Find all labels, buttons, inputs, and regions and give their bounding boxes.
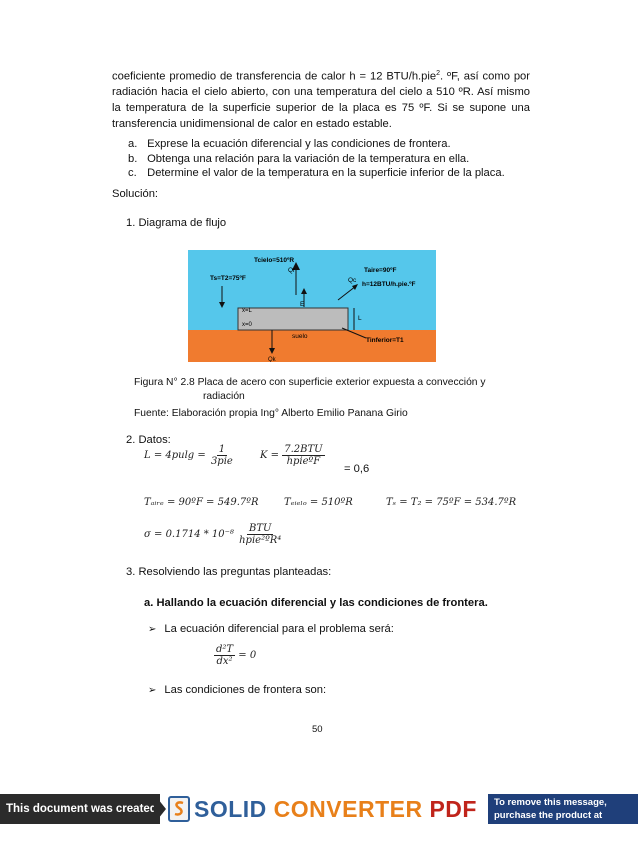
intro-paragraph: coeficiente promedio de transferencia de calor h = 12 BTU/h.pie$^2$. ºF, así como por radiación hacia el cielo abierto, con una temperatura del cielo a 510 ºR. Así mismo la temperatura de la superficie superior de la placa es 75 ºF. Si se supone una transferencia unidimensional de calor en estado estable.: [112, 70, 530, 130]
watermark-banner[interactable]: [0, 790, 638, 845]
qk-label: Qk: [268, 357, 276, 362]
banner-left-text: This document was created using: [0, 794, 160, 824]
banner-brand: SOLID CONVERTER PDF: [194, 796, 477, 822]
t-cielo-label: Tcielo=510ºR: [254, 257, 295, 264]
banner-purchase-message[interactable]: To remove this message, purchase the product at www.SolidDocuments.com: [488, 794, 638, 824]
subheading-a: a. Hallando la ecuación diferencial y las condiciones de frontera.: [144, 597, 488, 609]
banner-chevron: [154, 794, 166, 824]
h-label: h=12BTU/h.pie.ºF: [362, 281, 416, 288]
bullet-boundary: ➢ Las condiciones de frontera son:: [148, 684, 327, 696]
solid-documents-logo-icon: [168, 796, 190, 822]
bullet-differential: ➢ La ecuación diferencial para el problema será:: [148, 623, 394, 635]
arrow-bullet-icon: ➢: [148, 624, 157, 635]
t-inferior-label: Tinferior=T1: [366, 337, 404, 344]
step1-heading: 1. Diagrama de flujo: [126, 217, 227, 229]
x-l-label: x=L: [242, 308, 252, 314]
eq-length: L = 4pulg = $\frac{1}{\text{3pie}}$: [144, 444, 233, 467]
qr-label: Qr: [288, 267, 296, 274]
ground-region: [188, 330, 436, 362]
question-b: b. Obtenga una relación para la variación de la temperatura en ella.: [128, 152, 470, 165]
ts-label: Ts=T2=75ºF: [210, 275, 246, 282]
step2-heading: 2. Datos:: [126, 434, 171, 446]
flow-diagram: [188, 250, 436, 362]
arrow-bullet-icon: ➢: [148, 685, 157, 696]
suelo-label: suelo: [292, 333, 308, 340]
differential-equation: $\frac{\text{d²T}}{\text{dx²}}$ = 0: [216, 644, 257, 667]
e-label: E: [300, 301, 305, 308]
sigma-value: σ = 0.1714 * 10⁻⁸ $\frac{\text{BTU}}{\text{hpie²ºR⁴}}$: [144, 523, 282, 546]
question-a: a. Exprese la ecuación diferencial y las condiciones de frontera.: [128, 138, 451, 150]
solucion-label: Solución:: [112, 188, 159, 200]
x-0-label: x=0: [242, 322, 252, 328]
eq-conductivity: K = $\frac{\text{7.2BTU}}{\text{hpieºF}}$: [260, 444, 323, 467]
step3-heading: 3. Resolviendo las preguntas planteadas:: [126, 566, 332, 578]
question-c: c. Determine el valor de la temperatura en la superficie inferior de la placa.: [128, 167, 505, 179]
questions-list: [128, 137, 505, 181]
l-label: L: [358, 315, 362, 322]
steel-plate: [238, 308, 348, 330]
t-cielo-value: Tₑᵢₑₗₒ = 510ºR: [284, 497, 353, 508]
figure-caption: Figura N° 2.8 Placa de acero con superficie exterior expuesta a convección y radiación: [134, 377, 486, 402]
t-s-value: Tₛ = T₂ = 75ºF = 534.7ºR: [386, 497, 517, 508]
figure-source: Fuente: Elaboración propia Ing° Alberto Emilio Panana Girio: [134, 408, 408, 419]
qc-label: Qc: [348, 277, 357, 284]
t-aire-value: Tₐᵢᵣₑ = 90ºF = 549.7ºR: [144, 497, 259, 508]
epsilon-value: = 0,6: [344, 463, 370, 475]
page-number: 50: [312, 724, 323, 735]
t-aire-label: Taire=90ºF: [364, 267, 397, 274]
